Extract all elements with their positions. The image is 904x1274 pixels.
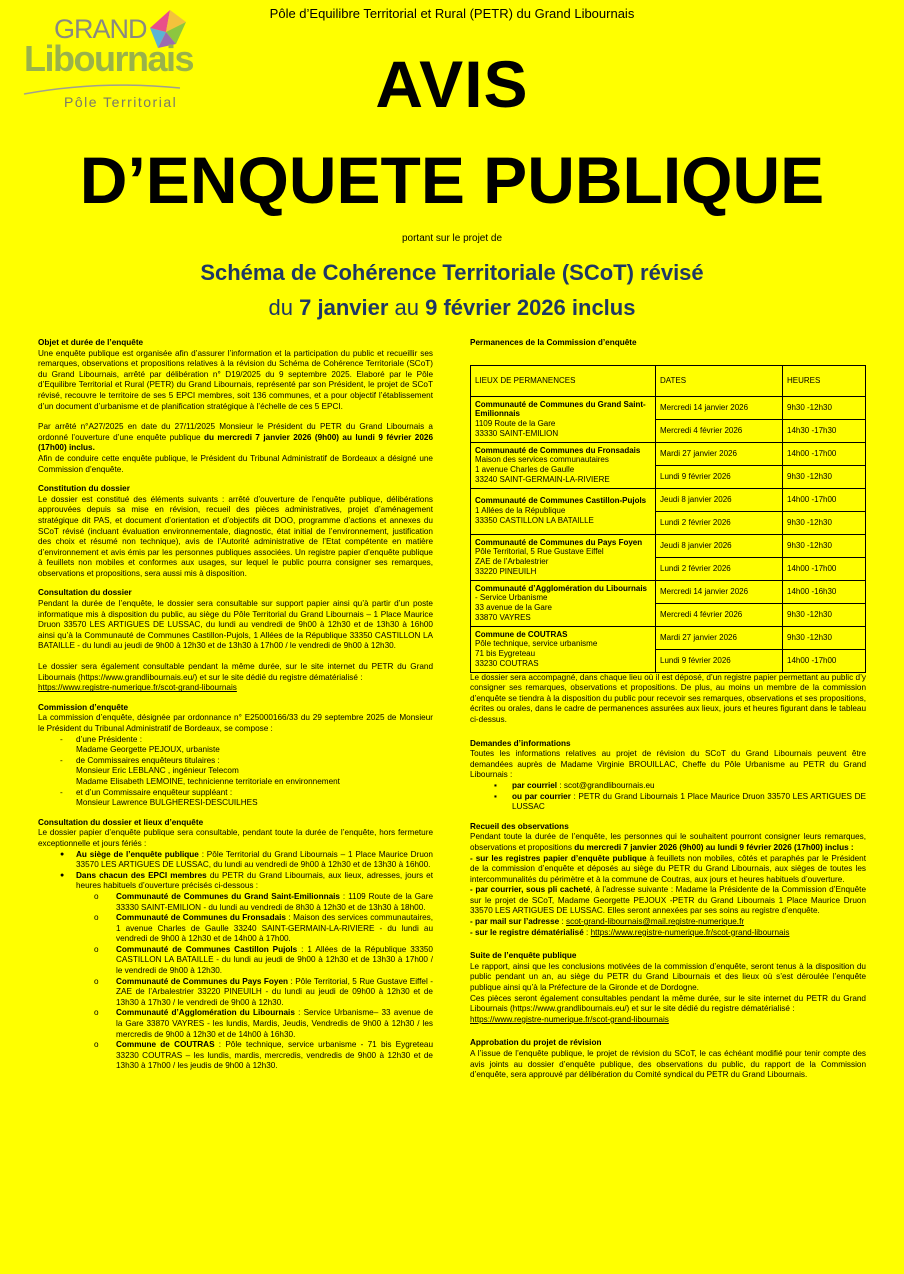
section-heading: Demandes d’informations	[470, 738, 571, 748]
title-avis: AVIS	[375, 47, 529, 121]
section-heading: Approbation du projet de révision	[470, 1038, 602, 1048]
list-item: - de Commissaires enquêteurs titulaires : Monsieur Eric LEBLANC , ingénieur Telecom Madame Elisabeth LEMOINE, technicienne territoriale en environnement	[60, 756, 433, 788]
lieu-cell: Communauté de Communes Castillon-Pujols 1 Allées de la République 33350 CASTILLON LA BATAILLE	[471, 488, 656, 534]
date-cell: Mardi 27 janvier 2026	[656, 442, 783, 465]
project-title: Schéma de Cohérence Territoriale (SCoT) révisé	[200, 260, 704, 285]
table-row	[471, 580, 866, 603]
paragraph: Le dossier sera également consultable pendant la même durée, sur le site internet du PETR du Grand Libournais (https://www.grandlibournais.eu/) et sur le site dédié du registre dématérialisé :	[38, 662, 433, 682]
table-row	[471, 442, 866, 465]
list-item: ▪ ou par courrier : PETR du Grand Libournais 1 Place Maurice Druon 33570 LES ARTIGUES DE LUSSAC	[500, 792, 866, 813]
paragraph: Une enquête publique est organisée afin d’assurer l’information et la participation du public et recueillir ses remarques, observations et propositions relatives à la révision du Schéma de Cohérence Territoriale (SCoT) du Grand Libournais, arrêté par délibération n° D19/2025 du 9 septembre 2025. Elaboré par le Pôle d’Equilibre Territorial et Rural (PETR) du Grand Libournais, représenté par son Président, le projet de SCoT révisé, recouvre le territoire de ses 5 EPCI membres, soit 136 communes, et a pour objectif l’établissement d’un document d’urbanisme et de planification stratégique à l’échelle de ces 5 EPCI.	[38, 348, 433, 411]
title-enquete: D’ENQUETE PUBLIQUE	[79, 143, 825, 217]
section-heading: Constitution du dossier	[38, 484, 130, 494]
table-header-row	[471, 365, 866, 396]
registre-link[interactable]: https://www.registre-numerique.fr/scot-grand-libournais	[38, 683, 237, 693]
list-item: o Communauté d’Agglomération du Libournais : Service Urbanisme– 33 avenue de la Gare 33870 VAYRES - les lundis, Mardis, Jeudis, Vendredis de 9h00 à 12h30 / les mercredis de 9h00 à 12h30 et de 14h00 à 16h30.	[116, 1008, 433, 1040]
section-heading: Consultation du dossier	[38, 588, 132, 598]
section-heading: Objet et durée de l’enquête	[38, 338, 144, 347]
paragraph: Le dossier papier d’enquête publique sera consultable, pendant toute la durée de l’enquête, hors fermeture exceptionnelle et jours fériés :	[38, 828, 433, 848]
hours-cell: 9h30 -12h30	[783, 396, 866, 419]
paragraph: Toutes les informations relatives au projet de révision du SCoT du Grand Libournais peuvent être demandées auprès de Madame Virginie BROUILLAC, Cheffe du Pôle Urbanisme au PETR du Grand Libournais :	[470, 749, 866, 780]
hours-cell: 9h30 -12h30	[783, 511, 866, 534]
list-item: - et d’un Commissaire enquêteur suppléant : Monsieur Lawrence BULGHERESI-DESCUILHES	[60, 788, 433, 809]
list-item: ▪ par courriel : scot@grandlibournais.eu	[500, 781, 866, 792]
lieu-cell: Communauté de Communes du Pays Foyen Pôle Territorial, 5 Rue Gustave Eiffel ZAE de l’Arbalestrier 33220 PINEUILH	[471, 534, 656, 580]
list-item: ● Au siège de l’enquête publique : Pôle Territorial du Grand Libournais – 1 Place Maurice Druon 33570 LES ARTIGUES DE LUSSAC, du lundi au vendredi de 9h00 à 12h30 et de 13h30 à 16h00.	[76, 850, 433, 871]
list-item: o Commune de COUTRAS : Pôle technique, service urbanisme - 71 bis Eygreteau 33230 COUTRAS – les lundis, mardis, mercredis, vendredis de 9h00 à 12h30 et de 13h30 à 17h00 / les jeudis de 9h00 à 12h30.	[116, 1040, 433, 1072]
table-row	[471, 488, 866, 511]
epci-list	[76, 892, 433, 1072]
hours-cell: 9h30 -12h30	[783, 626, 866, 649]
organisation-line: Pôle d’Equilibre Territorial et Rural (PETR) du Grand Libournais	[269, 6, 635, 21]
registre-link[interactable]: https://www.registre-numerique.fr/scot-grand-libournais	[470, 1014, 669, 1024]
section-heading: Suite de l’enquête publique	[470, 951, 577, 961]
mail-link[interactable]: scot-grand-libournais@mail.registre-numerique.fr	[566, 917, 745, 927]
paragraph: Le rapport, ainsi que les conclusions motivées de la commission d’enquête, seront tenus à la disposition du public pendant un an, au siège du PETR du Grand Libournais et des lieux où s’est déroulée l’enquête publique ainsi qu’à la Préfecture de la Gironde et de Dordogne.	[470, 961, 866, 993]
list-item: o Communauté de Communes du Grand Saint-Emilionnais : 1109 Route de la Gare 33330 SAINT-EMILION - du lundi au vendredi de 8h30 à 12h30 et de 13h30 à 18h00.	[116, 892, 433, 913]
column-header: DATES	[656, 365, 783, 396]
date-cell: Lundi 2 février 2026	[656, 511, 783, 534]
commission-list	[38, 735, 433, 809]
table-row	[471, 396, 866, 419]
paragraph: - par mail sur l’adresse : scot-grand-libournais@mail.registre-numerique.fr	[470, 917, 745, 927]
section-heading: Permanences de la Commission d’enquête	[470, 338, 637, 347]
date-cell: Mercredi 14 janvier 2026	[656, 396, 783, 419]
portant-text: portant sur le projet de	[401, 233, 503, 244]
logo-word-pole: Pôle Territorial	[64, 94, 178, 110]
lieu-cell: Communauté d’Agglomération du Libournais - Service Urbanisme 33 avenue de la Gare 33870 VAYRES	[471, 580, 656, 626]
list-item: ● Dans chacun des EPCI membres du PETR du Grand Libournais, aux lieux, adresses, jours et heures habituels d’ouverture précisés ci-dessous : o Communauté de Communes du Grand Saint-Emilionnais : 1109 Route de la Gare 33330 SAINT-EMILION - du lundi au vendredi de 8h30 à 12h30 et de 13h30 à 18h00. o Communauté de Communes du Fronsadais : Maison des services communautaires, 1 avenue Charles de Gaulle 33240 SAINT-GERMAIN-LA-RIVIERE - du lundi au vendredi de 9h00 à 12h30 et de 14h00 à 17h00. o Communauté de Communes Castillon Pujols : 1 Allées de la République 33350 CASTILLON LA BATAILLE - du lundi au jeudi de 9h00 à 12h30 et de 13h30 à 17h00 / le vendredi de 9h00 à 12h30. o Communauté de Communes du Pays Foyen : Pôle Territorial, 5 Rue Gustave Eiffel - ZAE de l’Arbalestrier 33220 PINEUILH - du lundi au jeudi de 09h00 à 12h30 et de 13h30 à 17h30 / le vendredi de 9h00 à 12h30. o Communauté d’Agglomération du Libournais : Service Urbanisme– 33 avenue de la Gare 33870 VAYRES - les lundis, Mardis, Jeudis, Vendredis de 9h00 à 12h30 / les mercredis de 9h00 à 12h30 et de 14h00 à 16h30. o Commune de COUTRAS : Pôle technique, service urbanisme - 71 bis Eygreteau 33230 COUTRAS – les lundis, mardis, mercredis, vendredis de 9h00 à 12h30 et de 13h30 à 17h00 / les jeudis de 9h00 à 12h30.	[76, 871, 433, 1072]
date-cell: Lundi 9 février 2026	[656, 465, 783, 488]
table-row	[471, 534, 866, 557]
date-cell: Mercredi 4 février 2026	[656, 603, 783, 626]
date-cell: Mardi 27 janvier 2026	[656, 626, 783, 649]
table-row	[471, 626, 866, 649]
list-item: o Communauté de Communes Castillon Pujols : 1 Allées de la République 33350 CASTILLON LA BATAILLE - du lundi au jeudi de 9h00 à 12h30 et de 13h30 à 17h00 / le vendredi de 9h00 à 12h30.	[116, 945, 433, 977]
left-column	[38, 338, 433, 1072]
hours-cell: 14h00 -17h00	[783, 442, 866, 465]
paragraph: Pendant toute la durée de l’enquête, les personnes qui le souhaitent pourront consigner leurs remarques, observations et propositions du mercredi 7 janvier 2026 (9h00) au lundi 9 février 2026 (17h00) inclus :	[470, 832, 866, 852]
list-item: o Communauté de Communes du Pays Foyen : Pôle Territorial, 5 Rue Gustave Eiffel - ZAE de l’Arbalestrier 33220 PINEUILH - du lundi au jeudi de 09h00 à 12h30 et de 13h30 à 17h30 / le vendredi de 9h00 à 12h30.	[116, 977, 433, 1009]
lieu-cell: Commune de COUTRAS Pôle technique, service urbanisme 71 bis Eygreteau 33230 COUTRAS	[471, 626, 656, 672]
right-column	[470, 338, 866, 1081]
logo-word-grand: GRAND	[54, 14, 147, 44]
permanences-table	[470, 365, 866, 673]
hours-cell: 9h30 -12h30	[783, 465, 866, 488]
column-header: LIEUX DE PERMANENCES	[471, 365, 656, 396]
section-heading: Recueil des observations	[470, 821, 569, 831]
hours-cell: 14h00 -17h00	[783, 557, 866, 580]
project-dates: du 7 janvier au 9 février 2026 inclus	[268, 295, 636, 320]
lieu-cell: Communauté de Communes du Fronsadais Maison des services communautaires 1 avenue Charles de Gaulle 33240 SAINT-GERMAIN-LA-RIVIERE	[471, 442, 656, 488]
date-cell: Lundi 2 février 2026	[656, 557, 783, 580]
list-item: - d’une Présidente : Madame Georgette PEJOUX, urbaniste	[60, 735, 433, 756]
date-cell: Lundi 9 février 2026	[656, 649, 783, 672]
hours-cell: 14h00 -17h00	[783, 649, 866, 672]
date-cell: Jeudi 8 janvier 2026	[656, 488, 783, 511]
hours-cell: 9h30 -12h30	[783, 534, 866, 557]
hours-cell: 9h30 -12h30	[783, 603, 866, 626]
lieux-list	[38, 850, 433, 1072]
hours-cell: 14h30 -17h30	[783, 419, 866, 442]
column-header: HEURES	[783, 365, 866, 396]
list-item: o Communauté de Communes du Fronsadais : Maison des services communautaires, 1 avenue Charles de Gaulle 33240 SAINT-GERMAIN-LA-RIVIERE - du lundi au vendredi de 9h00 à 12h30 et de 14h00 à 17h00.	[116, 913, 433, 945]
paragraph: Pendant la durée de l’enquête, le dossier sera consultable sur support papier ainsi qu’à partir d’un poste informatique mis à disposition du public, au siège du Pôle Territorial du Grand Libournais – 1 Place Maurice Druon 33570 LES ARTIGUES DE LUSSAC, du lundi au vendredi de 9h00 à 12h30 et de 13h30 à 16h00 ainsi qu’à la Communauté de Communes Castillon-Pujols, 1 Allées de la République 33350 CASTILLON LA BATAILLE - du lundi au jeudi de 9h00 à 12h30 et de 13h30 à 17h00 / le vendredi de 9h00 à 12h30.	[38, 599, 433, 651]
date-cell: Mercredi 4 février 2026	[656, 419, 783, 442]
paragraph: Ces pièces seront également consultables pendant la même durée, sur le site internet du PETR du Grand Libournais (https://www.grandlibournais.eu/) et sur le site dédié du registre dématérialisé :	[470, 993, 866, 1014]
paragraph: Par arrêté n°A27/2025 en date du 27/11/2025 Monsieur le Président du PETR du Grand Libournais a ordonné l’ouverture d’une enquête publique du mercredi 7 janvier 2026 (9h00) au lundi 9 février 2026 (17h00) inclus.	[38, 422, 433, 453]
registre-link[interactable]: https://www.registre-numerique.fr/scot-grand-libournais	[590, 927, 790, 937]
date-cell: Jeudi 8 janvier 2026	[656, 534, 783, 557]
paragraph: - sur le registre dématérialisé : https://www.registre-numerique.fr/scot-grand-libournais	[470, 927, 790, 937]
lieu-cell: Communauté de Communes du Grand Saint-Emilionnais 1109 Route de la Gare 33330 SAINT-EMILION	[471, 396, 656, 442]
logo-word-libournais: Libournais	[24, 38, 194, 79]
paragraph: - sur les registres papier d’enquête publique à feuillets non mobiles, côtés et paraphés par le Président de la commission d’enquête et déposés au siège du PETR du Grand Libournais, aux sièges de toutes les intercommunalités du périmètre et à la commune de Coutras, aux jours et heures habituels d’ouverture.	[470, 853, 867, 884]
paragraph: Le dossier sera accompagné, dans chaque lieu où il est déposé, d’un registre papier permettant au public d’y consigner ses remarques, observations et propositions. De plus, au moins un membre de la commission d’enquête se tiendra à la disposition du public pour recevoir ses remarques, observations et ses propositions, écrites ou orales, dans le cadre de permanences assurées aux lieux, jours et heures figurant dans le tableau ci-dessus.	[470, 672, 866, 724]
hours-cell: 14h00 -17h00	[783, 488, 866, 511]
date-cell: Mercredi 14 janvier 2026	[656, 580, 783, 603]
paragraph: A l’issue de l’enquête publique, le projet de révision du SCoT, le cas échéant modifié pour tenir compte des avis joints au dossier d’enquête publique, des observations du public, du rapport de la Commission d’enquête, sera approuvé par délibération du Comité syndical du PETR du Grand Libournais.	[470, 1049, 866, 1080]
section-heading: Commission d’enquête	[38, 702, 129, 712]
contact-list	[470, 781, 866, 813]
paragraph: La commission d’enquête, désignée par ordonnance n° E25000166/33 du 29 septembre 2025 de Monsieur le Président du Tribunal Administratif de Bordeaux, se compose :	[38, 713, 433, 733]
paragraph: - par courrier, sous pli cacheté, à l’adresse suivante : Madame la Présidente de la Commission d’Enquête sur le projet de SCoT, Madame Georgette PEJOUX -PETR du Grand Libournais 1 Place Maurice Druon 33570 LES ARTIGUES DE LUSSAC. Elles seront annexées par ses soins au registre d’enquête.	[470, 885, 867, 916]
paragraph: Afin de conduire cette enquête publique, le Président du Tribunal Administratif de Bordeaux a désigné une Commission d’enquête.	[38, 453, 433, 474]
section-heading: Consultation du dossier et lieux d’enquête	[38, 817, 204, 827]
paragraph: Le dossier est constitué des éléments suivants : arrêté d’ouverture de l’enquête publique, délibérations approuvées depuis sa mise en révision, recueil des pièces administratives, projet d’aménagement stratégique dit PAS, et document d’orientation et d’objectifs dit DOO, programme d’actions et annexes du SCoT révisé (incluant évaluation environnementale, diagnostic, état initial de l’environnement, justification des choix et résumé non technique), avis de l’Autorité administrative de l’Etat compétente en matière d’environnement et avis émis par les personnes publiques associées. Un registre papier d’enquête publique à feuillets non mobiles et conformes aux usages, sur lequel le public pourra consigner ses remarques, observations et propositions, sera aussi mis à disposition.	[38, 494, 433, 578]
hours-cell: 14h00 -16h30	[783, 580, 866, 603]
